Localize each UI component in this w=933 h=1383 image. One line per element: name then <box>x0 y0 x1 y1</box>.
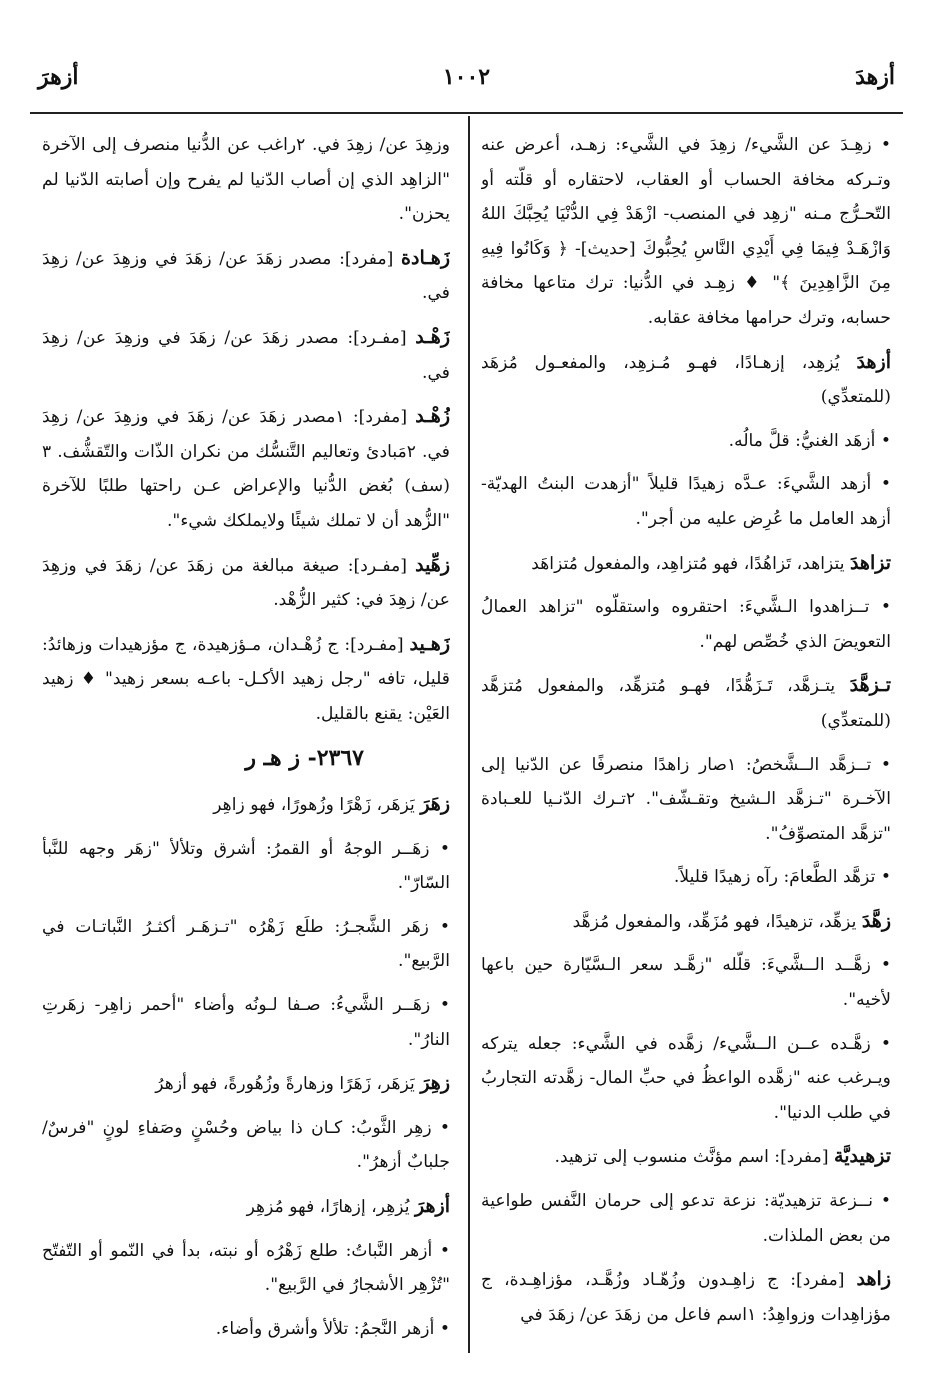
dictionary-entry <box>481 1139 891 1175</box>
left-column <box>42 128 450 1358</box>
right-guide-word: أزهدَ <box>855 64 895 90</box>
entry-text: يتزاهد، تَزاهُدًا، فهو مُتزاهِد، والمفعول مُتزاهَد <box>531 553 850 574</box>
dictionary-entry <box>42 128 450 232</box>
dictionary-entry <box>481 345 891 415</box>
header-rule <box>30 112 903 114</box>
dictionary-entry <box>481 546 891 582</box>
entry-text: يُزهِد، إزهـادًا، فهـو مُـزهِد، والمفعـول مُزهَد (للمتعدِّي) <box>481 352 891 408</box>
dictionary-entry <box>481 748 891 852</box>
dictionary-entry <box>42 1312 450 1347</box>
dictionary-entry <box>42 399 450 538</box>
dictionary-entry <box>481 668 891 738</box>
entry-text: • تــزاهدوا الـشَّيءَ: احتقروه واستقلّوه "تزاهد العمالُ التعويضَ الذي خُصِّص لهم". <box>481 597 891 652</box>
headword: أزهرَ <box>415 1195 450 1218</box>
entry-text: • أزهد الشَّيءَ: عـدَّه زهيدًا قليلاً "أزهدت البنتُ الهديّة- أزهد العامل ما عُرِض عليه من أجر". <box>481 474 891 529</box>
headword: تزهيديَّة <box>834 1145 891 1168</box>
entry-text: يُزهِر، إزهارًا، فهو مُزهِر <box>246 1197 416 1218</box>
entry-text: [مفرد]: ١مصدر زهَدَ عن/ زهَدَ في وزهِدَ عن/ زهِدَ في. ٢مَبادئ وتعاليم التَّنسُّك من نكران الذّات والتّقشُّف. ٣ (سف) بُغض الدُّنيا والإعراض عـن راحتها طلبًا للآخرة "الزُّهد أن لا تملك شيئًا ولايملكك شيء". <box>42 407 450 531</box>
headword: زهَرَ <box>420 793 450 816</box>
entry-text: [مفرد]: مصدر زهَدَ عن/ زهَدَ في وزهِدَ عن/ زهِدَ في. <box>42 248 450 304</box>
dictionary-entry <box>481 1262 891 1332</box>
headword: زهِرَ <box>420 1072 450 1095</box>
dictionary-entry <box>42 548 450 618</box>
entry-text: يتـزهَّد، تَـزَهُّدًا، فهـو مُتزهِّد، والمفعول مُتزهَّد (للمتعدِّي) <box>481 676 891 731</box>
entry-text: يَزهَر، زَهَرًا وزهارةً وزُهُورةً، فهو أزهرُ <box>155 1074 421 1095</box>
entry-text: • زهَر الشَّجـرُ: طلَع زَهْرُه "تـزهَـر أكثـرُ النَّباتـات في الرَّبيع". <box>42 916 450 972</box>
dictionary-entry <box>481 590 891 659</box>
entry-text: • أزهَد الغنيُّ: قلَّ مالُه. <box>728 430 891 451</box>
dictionary-entry <box>42 988 450 1057</box>
entry-text: [مفرد]: اسم مؤنَّث منسوب إلى تزهيد. <box>554 1147 835 1168</box>
headword: زَهْـد <box>415 325 450 348</box>
entry-text: [مفـرد]: صيغة مبالغة من زهَدَ عن/ زهَدَ في وزهِدَ عن/ زهِدَ في: كثير الزُّهْد. <box>42 555 450 611</box>
dictionary-entry <box>42 241 450 311</box>
entry-text: يَزهَر، زَهْرًا وزُهورًا، فهو زاهِر <box>213 795 421 816</box>
entry-text: • تزهَّد الطَّعامَ: رآه زهيدًا قليلاً. <box>673 867 891 888</box>
dictionary-entry <box>42 320 450 390</box>
entry-text: • نــزعة تزهيديّة: نزعة تدعو إلى حرمان النَّفس طواعية من بعض الملذات. <box>481 1191 891 1246</box>
dictionary-entry <box>42 627 450 732</box>
headword: زهَّدَ <box>861 909 891 932</box>
column-divider <box>468 116 470 1353</box>
entry-text: • زهِـدَ عن الشَّيء/ زهِدَ في الشَّيء: زهـد، أعرض عنه وتـركه مخافة الحساب أو العقاب، لاحتقاره أو قلّته أو التّحـرُّج مـنه "زهِد في المنصب- ازْهَدْ فِي الدُّنْيَا يُحِبَّكَ اللهُ وَازْهَـدْ فِيمَا فِي أَيْدِي النَّاسِ يُحِبُّوكَ [حديث]- ﴿ وَكَانُوا فِيهِ مِنَ الزَّاهِدِينَ ﴾" ♦ زهِـد في الدُّنيا: ترك متاعها مخافة حسابه، وترك حرامها مخافة عقابه. <box>481 135 891 328</box>
left-guide-word: أزهرَ <box>38 64 79 90</box>
dictionary-entry <box>481 1184 891 1253</box>
dictionary-entry <box>42 1234 450 1303</box>
entry-text: • زهَــر الشَّيءُ: صـفا لـونُه وأضاء "أحمر زاهِر- زهَرتِ النارُ". <box>42 995 450 1050</box>
dictionary-entry <box>42 910 450 979</box>
entry-text: • زهَّـده عــن الــشَّيء/ زهَّده في الشَّيء: جعله يتركه ويـرغب عنه "زهَّده الواعظُ في حبِّ المال- زهَّدته التجاربُ في طلب الدنيا". <box>481 1033 891 1123</box>
dictionary-entry <box>481 860 891 895</box>
page-number: ١٠٠٢ <box>442 64 491 90</box>
entry-text: [مفـرد]: مصدر زهَدَ عن/ زهَدَ في وزهِدَ عن/ زهِدَ في. <box>42 327 450 383</box>
dictionary-entry <box>481 467 891 536</box>
headword: تزاهدَ <box>849 551 891 574</box>
dictionary-entry <box>42 1066 450 1102</box>
dictionary-entry <box>42 1111 450 1180</box>
entry-text: [مفرد]: ج زاهِـدون وزُهّـاد وزُهَّـد، مؤزاهِـدة، ج مؤزاهِدات وزواهِدُ: ١اسم فاعل من زهَدَ عن/ زهَدَ في <box>481 1270 891 1325</box>
headword: زاهد <box>856 1268 891 1291</box>
dictionary-entry <box>481 424 891 459</box>
entry-text: • أزهر النَّباتُ: طلع زَهْرُه أو نبته، بدأ في النّمو أو التّفتّح "تُزْهِر الأشجارُ في الرَّبيع". <box>42 1240 450 1296</box>
dictionary-entry <box>481 904 891 940</box>
headword: تـزهَّدَ <box>849 674 891 697</box>
headword: زهِّيد <box>415 553 450 576</box>
entry-text: • زهِر الثَّوبُ: كـان ذا بياض وحُسْنٍ وصَفاءِ لونٍ "فرسٌ/ جلبابٌ أزهرُ". <box>42 1117 450 1173</box>
dictionary-entry <box>481 1027 891 1131</box>
dictionary-entry <box>481 948 891 1017</box>
headword: زُهْـد <box>415 405 450 428</box>
right-column <box>481 128 891 1358</box>
headword: أزهدَ <box>856 350 891 373</box>
dictionary-entry <box>42 787 450 823</box>
headword: زَهـادة <box>401 246 450 269</box>
entry-text: • زهَــر الوجهُ أو القمرُ: أشرق وتلألأ "زهَر وجهه للنَّبأ السّارّ". <box>42 838 450 894</box>
entry-text: • أزهر النَّجمُ: تلألأ وأشرق وأضاء. <box>215 1318 450 1339</box>
dictionary-entry <box>42 1189 450 1225</box>
section-heading: ٢٣٦٧- ز هـ ر <box>245 744 364 771</box>
entry-text: • تــزهَّد الــشَّخصُ: ١صار زاهدًا منصرفًا عن الدّنيا إلى الآخـرة "تـزهَّد الـشيخ وتقـشّف". ٢تـرك الدّنـيا للعـبادة "تزهَّد المتصوِّفُ". <box>481 754 891 844</box>
entry-text: [مفـرد]: ج زُهْـدان، مـؤزهيدة، ج مؤزهيدات وزهائدُ: قليل، تافه "رجل زهيد الأكـل- باعـه بسعر زهيد" ♦ زهيد العَيْن: يقنع بالقليل. <box>42 634 450 724</box>
headword: زَهـيد <box>409 632 450 655</box>
page-header <box>30 64 903 104</box>
entry-text: وزهِدَ عن/ زهِدَ في. ٢راغب عن الدُّنيا منصرف إلى الآخرة "الزاهِد الذي إن أصاب الدّنيا لم يفرح وإن أصابته الدّنيا لم يحزن". <box>42 135 450 225</box>
entry-text: يزهِّد، تزهيدًا، فهو مُزَهِّد، والمفعول مُزهَّد <box>572 911 862 932</box>
dictionary-entry <box>42 832 450 901</box>
entry-text: • زهَّــد الــشَّيءَ: قلّله "زهَّـد سعر الـسَّيّارة حين باعها لأخيه". <box>481 955 891 1011</box>
dictionary-entry <box>481 128 891 336</box>
